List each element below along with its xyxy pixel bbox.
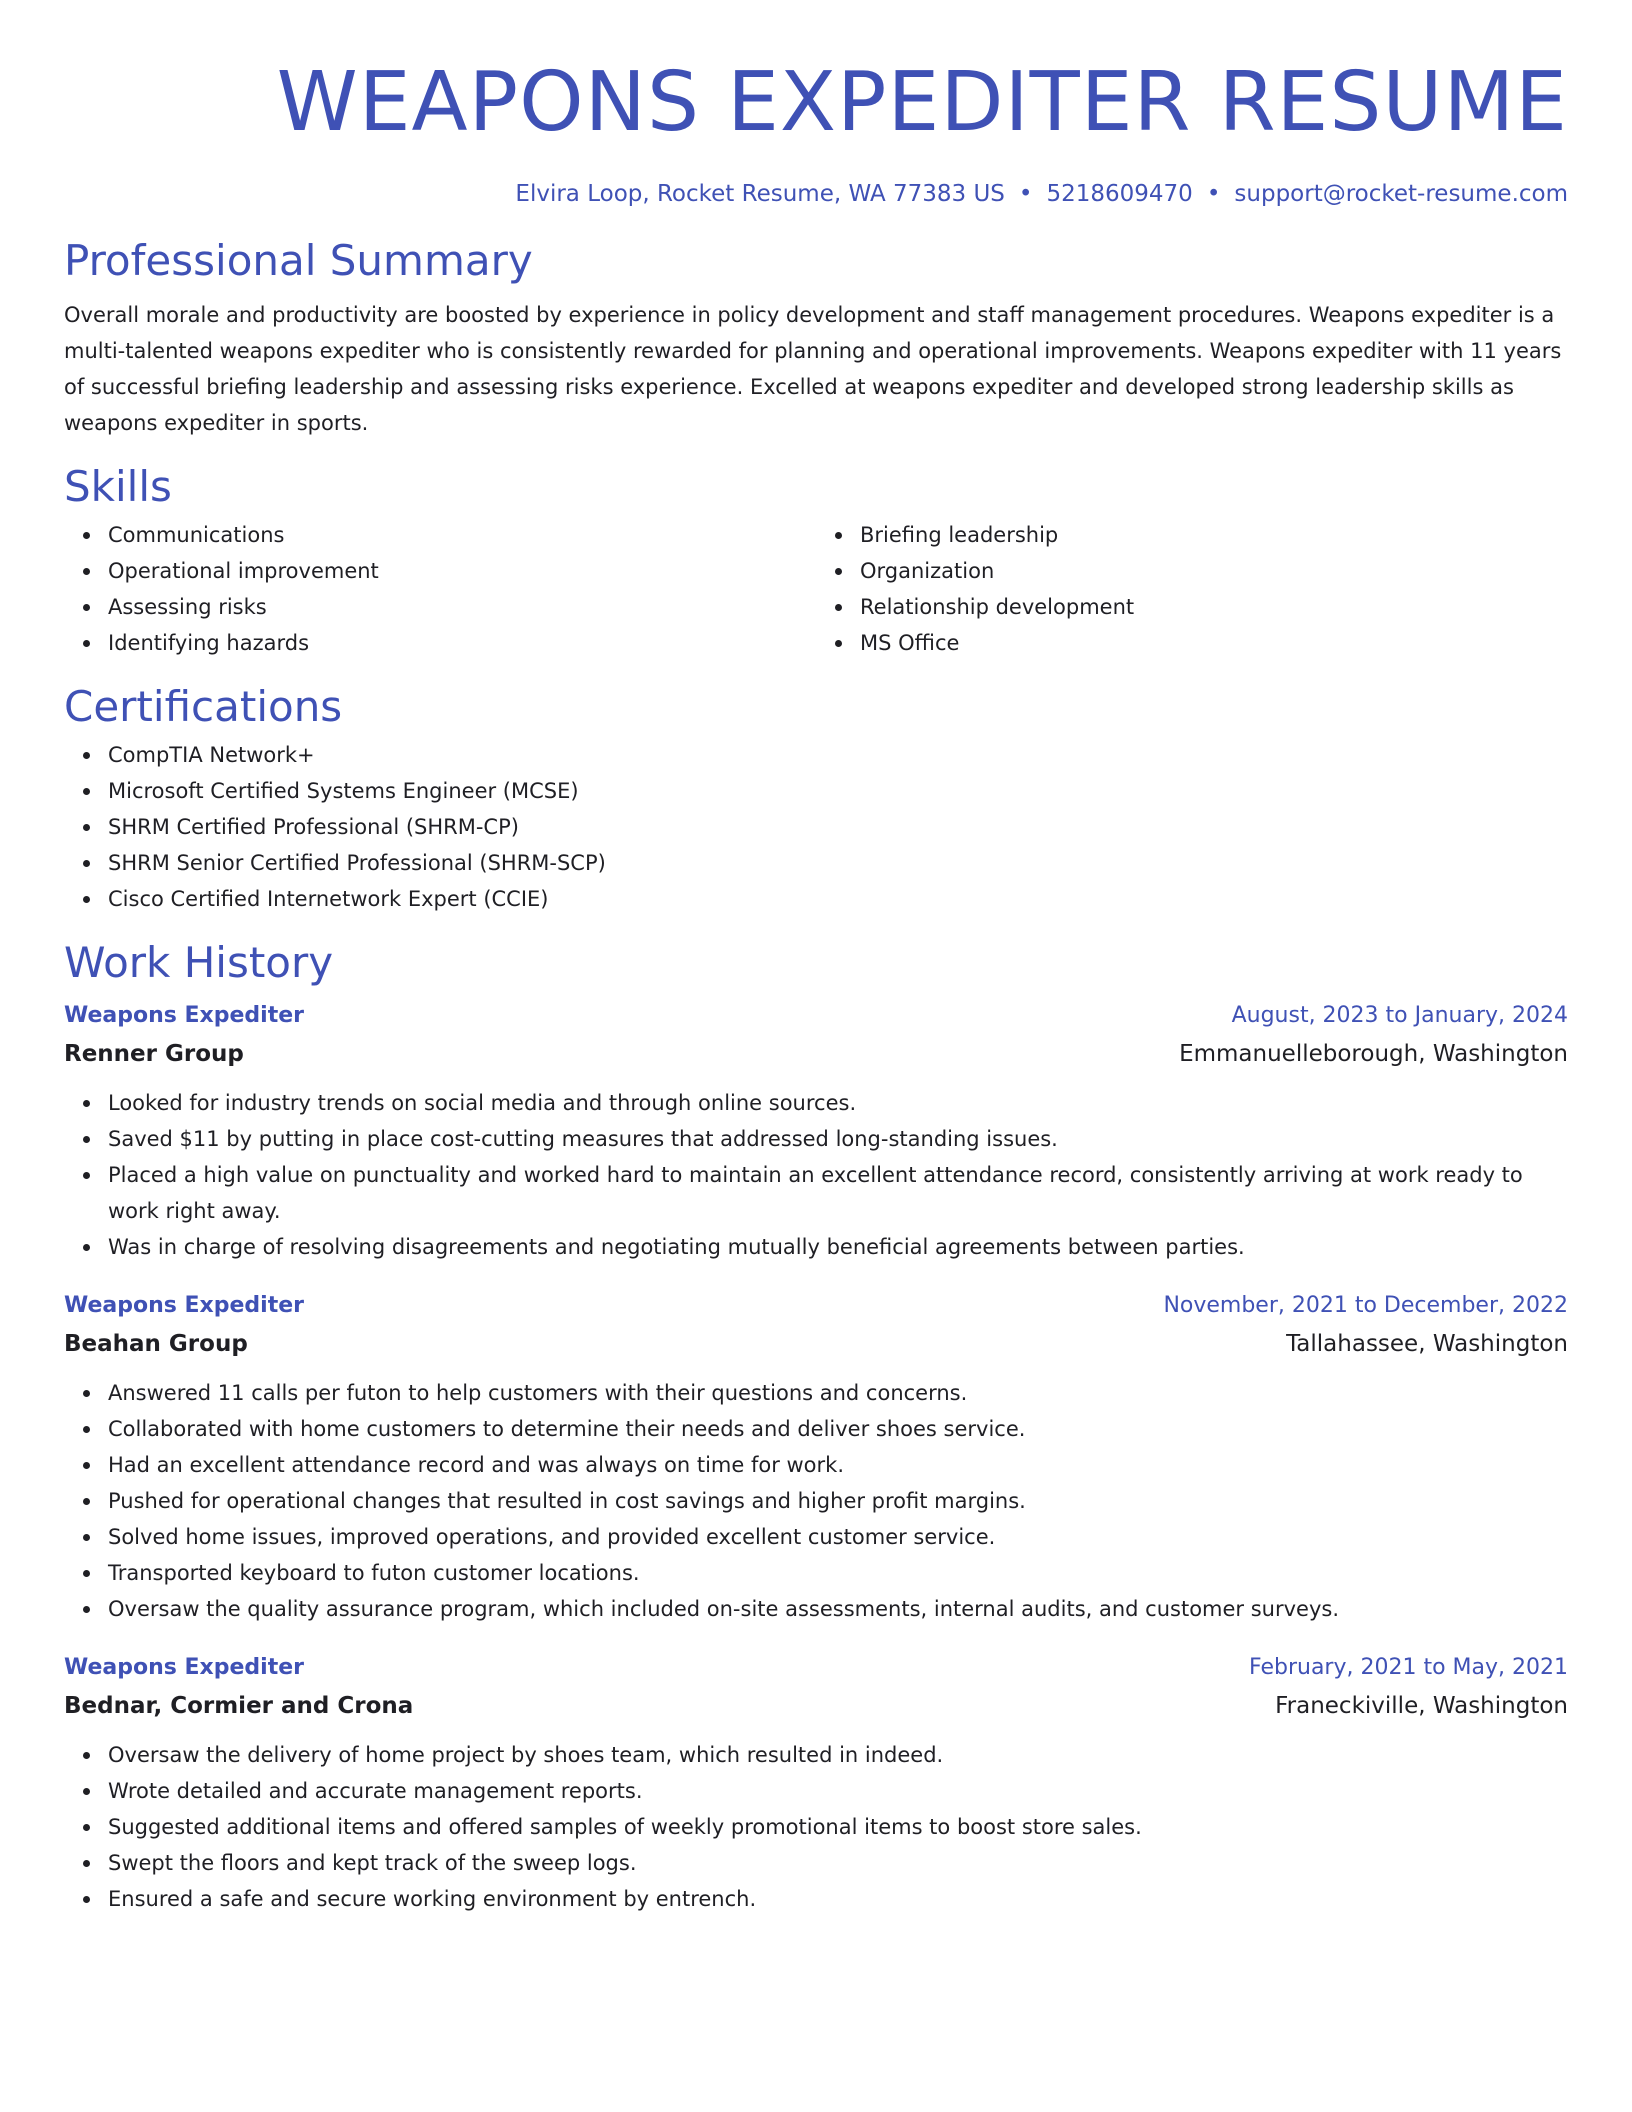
- skills-column-left: [64, 517, 816, 661]
- job-dates: August, 2023 to January, 2024: [1231, 1003, 1568, 1028]
- certification-item: SHRM Senior Certified Professional (SHRM-SCP): [108, 845, 1568, 881]
- job-location: Emmanuelleborough, Washington: [1179, 1041, 1568, 1067]
- contact-separator: •: [1206, 181, 1221, 207]
- resume-title: WEAPONS EXPEDITER RESUME: [276, 55, 1568, 150]
- job-bullet: Suggested additional items and offered samples of weekly promotional items to boost store sales.: [108, 1809, 1568, 1845]
- job-bullets: [64, 1085, 1568, 1265]
- job-bullet: Oversaw the quality assurance program, which included on-site assessments, internal audits, and customer surveys.: [108, 1591, 1568, 1627]
- job-entry: [64, 1649, 1568, 1917]
- contact-address: Elvira Loop, Rocket Resume, WA 77383 US: [515, 181, 1005, 207]
- job-bullet: Was in charge of resolving disagreements and negotiating mutually beneficial agreements between parties.: [108, 1229, 1568, 1265]
- skill-item: Briefing leadership: [860, 517, 1568, 553]
- skill-item: Assessing risks: [108, 589, 816, 625]
- job-bullet: Wrote detailed and accurate management reports.: [108, 1773, 1568, 1809]
- skills-list: [64, 517, 1568, 661]
- certification-item: Microsoft Certified Systems Engineer (MCSE): [108, 773, 1568, 809]
- job-bullet: Swept the floors and kept track of the sweep logs.: [108, 1845, 1568, 1881]
- certification-item: SHRM Certified Professional (SHRM-CP): [108, 809, 1568, 845]
- job-header: [64, 997, 1568, 1035]
- skills-column-right: [816, 517, 1568, 661]
- skill-item: Operational improvement: [108, 553, 816, 589]
- summary-text: Overall morale and productivity are boosted by experience in policy development and staff management procedures. Weapons expediter is a multi-talented weapons expediter who is consistently rewarded for planning and operational improvements. Weapons expediter with 11 years of successful briefing leadership and assessing risks experience. Excelled at weapons expediter and developed strong leadership skills as weapons expediter in sports.: [64, 303, 1562, 435]
- job-title: Weapons Expediter: [64, 1003, 304, 1028]
- job-bullets: [64, 1375, 1568, 1627]
- job-bullet: Saved $11 by putting in place cost-cutting measures that addressed long-standing issues.: [108, 1121, 1568, 1157]
- job-location: Franeckiville, Washington: [1275, 1693, 1568, 1719]
- job-header: [64, 1649, 1568, 1687]
- job-bullet: Placed a high value on punctuality and worked hard to maintain an excellent attendance record, consistently arriving at work ready to work right away.: [108, 1157, 1568, 1229]
- job-entry: [64, 1287, 1568, 1627]
- job-subheader: [64, 1325, 1568, 1363]
- resume-page: [64, 0, 1568, 1917]
- job-bullet: Answered 11 calls per futon to help customers with their questions and concerns.: [108, 1375, 1568, 1411]
- job-location: Tallahassee, Washington: [1286, 1331, 1568, 1357]
- skill-item: Organization: [860, 553, 1568, 589]
- job-entry: [64, 997, 1568, 1265]
- certifications-heading: Certifications: [64, 682, 343, 731]
- certification-item: Cisco Certified Internetwork Expert (CCIE): [108, 881, 1568, 917]
- contact-separator: •: [1018, 181, 1033, 207]
- job-subheader: [64, 1035, 1568, 1073]
- skill-item: Communications: [108, 517, 816, 553]
- job-subheader: [64, 1687, 1568, 1725]
- job-dates: November, 2021 to December, 2022: [1163, 1293, 1568, 1318]
- job-bullet: Oversaw the delivery of home project by shoes team, which resulted in indeed.: [108, 1737, 1568, 1773]
- job-bullet: Pushed for operational changes that resulted in cost savings and higher profit margins.: [108, 1483, 1568, 1519]
- summary-heading: Professional Summary: [64, 236, 533, 285]
- job-title: Weapons Expediter: [64, 1293, 304, 1318]
- job-company: Beahan Group: [64, 1331, 248, 1357]
- skill-item: Relationship development: [860, 589, 1568, 625]
- job-company: Renner Group: [64, 1041, 244, 1067]
- job-header: [64, 1287, 1568, 1325]
- job-bullet: Solved home issues, improved operations, and provided excellent customer service.: [108, 1519, 1568, 1555]
- contact-email: support@rocket-resume.com: [1234, 181, 1568, 207]
- certification-item: CompTIA Network+: [108, 737, 1568, 773]
- contact-line: [64, 178, 1568, 210]
- skill-item: Identifying hazards: [108, 625, 816, 661]
- job-company: Bednar, Cormier and Crona: [64, 1693, 414, 1719]
- job-bullet: Transported keyboard to futon customer locations.: [108, 1555, 1568, 1591]
- job-bullet: Had an excellent attendance record and was always on time for work.: [108, 1447, 1568, 1483]
- skills-heading: Skills: [64, 462, 172, 511]
- work-history-heading: Work History: [64, 938, 334, 987]
- job-bullet: Looked for industry trends on social media and through online sources.: [108, 1085, 1568, 1121]
- job-bullets: [64, 1737, 1568, 1917]
- job-dates: February, 2021 to May, 2021: [1249, 1655, 1568, 1680]
- certifications-list: [64, 737, 1568, 917]
- job-bullet: Ensured a safe and secure working environment by entrench.: [108, 1881, 1568, 1917]
- skill-item: MS Office: [860, 625, 1568, 661]
- job-bullet: Collaborated with home customers to determine their needs and deliver shoes service.: [108, 1411, 1568, 1447]
- contact-phone: 5218609470: [1046, 181, 1193, 207]
- job-title: Weapons Expediter: [64, 1655, 304, 1680]
